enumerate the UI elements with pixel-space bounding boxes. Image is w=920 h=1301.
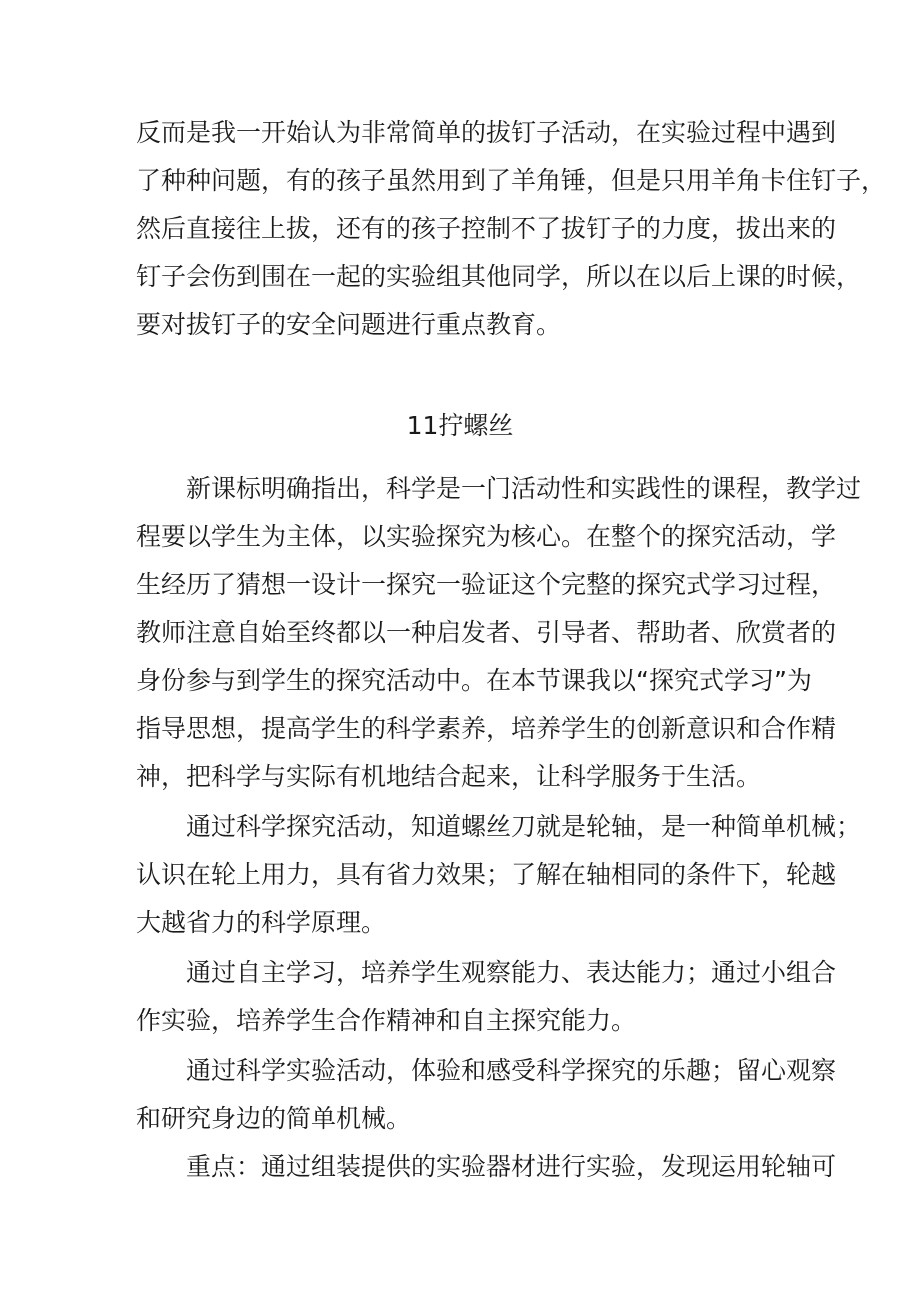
paragraph-1-line-4: 钉子会伤到围在一起的实验组其他同学，所以在以后上课的时候， [136, 262, 862, 291]
section-title: 11拧螺丝 [406, 411, 514, 440]
paragraph-2-line-2: 程要以学生为主体，以实验探究为核心。在整个的探究活动，学 [136, 522, 837, 551]
paragraph-5-line-1: 通过科学实验活动，体验和感受科学探究的乐趣；留心观察 [186, 1056, 837, 1085]
paragraph-1-line-1: 反而是我一开始认为非常简单的拔钉子活动，在实验过程中遇到 [136, 118, 837, 147]
paragraph-1-line-3: 然后直接往上拔，还有的孩子控制不了拔钉子的力度，拔出来的 [136, 214, 837, 243]
paragraph-2-line-7: 神，把科学与实际有机地结合起来，让科学服务于生活。 [136, 762, 762, 791]
paragraph-3-line-3: 大越省力的科学原理。 [136, 908, 387, 937]
paragraph-4-line-1: 通过自主学习，培养学生观察能力、表达能力；通过小组合 [186, 958, 837, 987]
paragraph-4-line-2: 作实验，培养学生合作精神和自主探究能力。 [136, 1006, 637, 1035]
paragraph-3-line-2: 认识在轮上用力，具有省力效果；了解在轴相同的条件下，轮越 [136, 860, 837, 889]
paragraph-2-line-1: 新课标明确指出，科学是一门活动性和实践性的课程，教学过 [186, 474, 862, 503]
paragraph-2-line-5: 身份参与到学生的探究活动中。在本节课我以“探究式学习”为 [136, 666, 812, 695]
paragraph-1-line-2: 了种种问题，有的孩子虽然用到了羊角锤，但是只用羊角卡住钉子， [136, 166, 887, 195]
paragraph-2-line-3: 生经历了猜想一设计一探究一验证这个完整的探究式学习过程， [136, 570, 837, 599]
paragraph-5-line-2: 和研究身边的简单机械。 [136, 1104, 412, 1133]
paragraph-2-line-4: 教师注意自始至终都以一种启发者、引导者、帮助者、欣赏者的 [136, 618, 837, 647]
paragraph-2-line-6: 指导思想，提高学生的科学素养，培养学生的创新意识和合作精 [136, 714, 837, 743]
paragraph-1-line-5: 要对拔钉子的安全问题进行重点教育。 [136, 310, 562, 339]
paragraph-6-line-1: 重点：通过组装提供的实验器材进行实验，发现运用轮轴可 [186, 1152, 837, 1181]
paragraph-3-line-1: 通过科学探究活动，知道螺丝刀就是轮轴，是一种简单机械； [186, 812, 862, 841]
